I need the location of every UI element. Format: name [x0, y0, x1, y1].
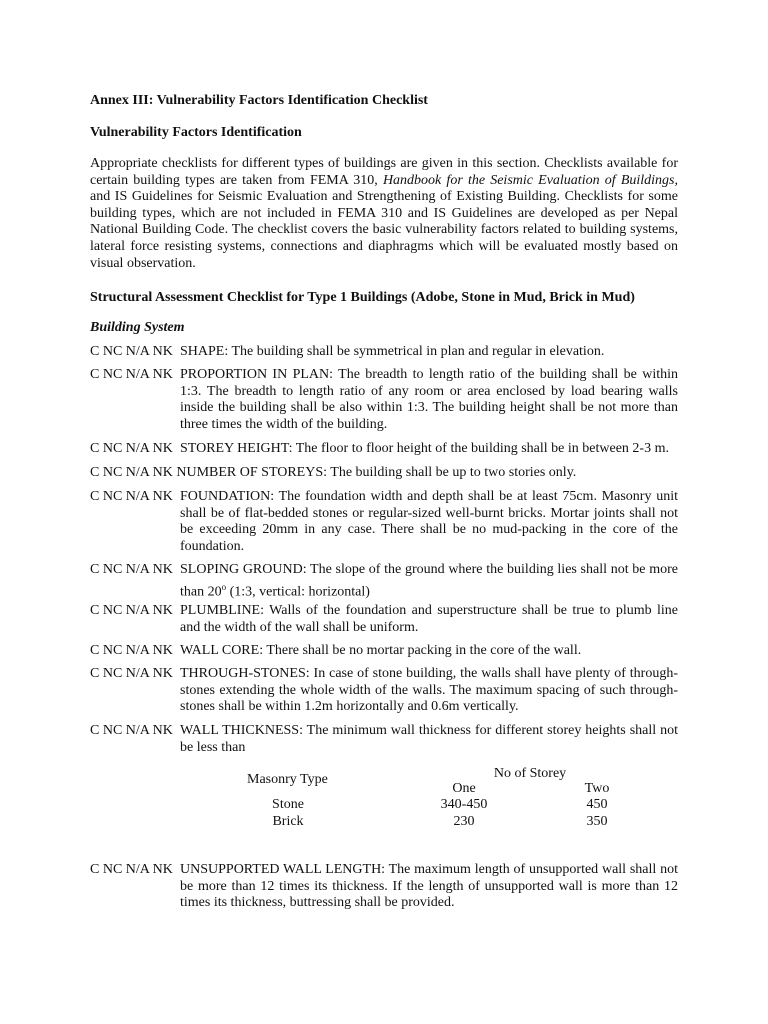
table-cell-two: 350 — [586, 814, 608, 829]
intro-text-1: Appropriate checklists for different types of buildings are given in this section. Checklists available for certain building types are taken from FEMA 310, — [90, 156, 678, 188]
item-codes: C NC N/A NK — [90, 666, 173, 681]
item-text: PLUMBLINE: Walls of the foundation and superstructure shall be true to plumb line and the width of the wall shall be uniform. — [180, 603, 678, 635]
table-cell-two: 450 — [586, 797, 608, 812]
table-col-one: One — [452, 781, 476, 796]
checklist-item — [90, 862, 678, 914]
checklist-item — [90, 344, 678, 362]
item-codes: C NC N/A NK — [90, 489, 173, 504]
table-cell-type: Stone — [272, 797, 304, 812]
table-cell-one: 340-450 — [440, 797, 488, 812]
item-codes: C NC N/A NK — [90, 603, 173, 618]
item-text: STOREY HEIGHT: The floor to floor height of the building shall be in between 2-3 m. — [180, 441, 669, 456]
item-text: THROUGH-STONES: In case of stone building, the walls shall have plenty of through-stones extending the whole width of the walls. The maximum spacing of such through-stones shall be within 1.2m horizontally and 0.6m vertically. — [180, 666, 678, 715]
item-text: FOUNDATION: The foundation width and depth shall be at least 75cm. Masonry unit shall be of flat-bedded stones or regular-sized well-burnt bricks. Mortar joints shall not be exceeding 20mm in any case. There shall be no mud-packing in the core of the foundation. — [180, 489, 678, 554]
item-text: SHAPE: The building shall be symmetrical in plan and regular in elevation. — [180, 344, 605, 359]
checklist-item — [90, 367, 678, 435]
item-codes: C NC N/A NK — [90, 723, 173, 738]
item-text: WALL THICKNESS: The minimum wall thickness for different storey heights shall not be less than — [180, 723, 678, 755]
checklist-item — [90, 723, 678, 759]
intro-paragraph — [90, 156, 678, 272]
degree-sup: o — [221, 581, 227, 592]
item-codes: C NC N/A NK — [90, 643, 173, 658]
table-col-two: Two — [584, 781, 610, 796]
checklist-item — [90, 465, 678, 483]
checklist-item — [90, 666, 678, 718]
section-title: Vulnerability Factors Identification — [90, 125, 302, 140]
item-text: WALL CORE: There shall be no mortar packing in the core of the wall. — [180, 643, 582, 658]
annex-title: Annex III: Vulnerability Factors Identification Checklist — [90, 93, 428, 108]
table-group-header: No of Storey — [493, 766, 567, 781]
item-codes: C NC N/A NK — [90, 862, 173, 877]
item-text-wrapper — [180, 562, 678, 601]
checklist-item — [90, 562, 678, 598]
item-text: PROPORTION IN PLAN: The breadth to length ratio of the building shall be within 1:3. The breadth to length ratio of any room or area enclosed by load bearing walls inside the building shall be also within 1:3. The building height shall be not more than three times the width of the building. — [180, 367, 678, 432]
item-text: SLOPING GROUND: The slope of the ground where the building lies shall not be more than 20 — [180, 562, 678, 600]
subsection-title: Building System — [90, 320, 185, 335]
checklist-title: Structural Assessment Checklist for Type 1 Buildings (Adobe, Stone in Mud, Brick in Mud) — [90, 290, 635, 305]
item-codes: C NC N/A NK — [90, 344, 173, 359]
intro-italic-title: Handbook for the Seismic Evaluation of Buildings, — [382, 172, 678, 188]
table-row-header: Masonry Type — [247, 772, 328, 787]
checklist-item — [90, 643, 678, 661]
checklist-item — [90, 489, 678, 557]
item-text-cont: (1:3, vertical: horizontal) — [226, 584, 370, 600]
item-codes: C NC N/A NK — [90, 367, 173, 382]
table-cell-one: 230 — [453, 814, 475, 829]
checklist-item — [90, 603, 678, 639]
item-codes: C NC N/A NK — [90, 562, 173, 577]
checklist-item — [90, 441, 678, 459]
table-cell-type: Brick — [272, 814, 304, 829]
item-codes: C NC N/A NK — [90, 465, 173, 480]
item-text: UNSUPPORTED WALL LENGTH: The maximum length of unsupported wall shall not be more than 12 times its thickness. If the length of unsupported wall is more than 12 times its thickness, buttressing shall be provided. — [180, 862, 678, 911]
item-text: NUMBER OF STOREYS: The building shall be up to two stories only. — [176, 465, 577, 480]
intro-text-2: and IS Guidelines for Seismic Evaluation and Strengthening of Existing Building. Checklists for some building types, which are not included in FEMA 310 and IS Guidelines are developed as per Nepal National Building Code. The checklist covers the basic vulnerability factors related to building systems, lateral force resisting systems, connections and diaphragms which will be evaluated mostly based on visual observation. — [90, 189, 678, 271]
item-codes: C NC N/A NK — [90, 441, 173, 456]
